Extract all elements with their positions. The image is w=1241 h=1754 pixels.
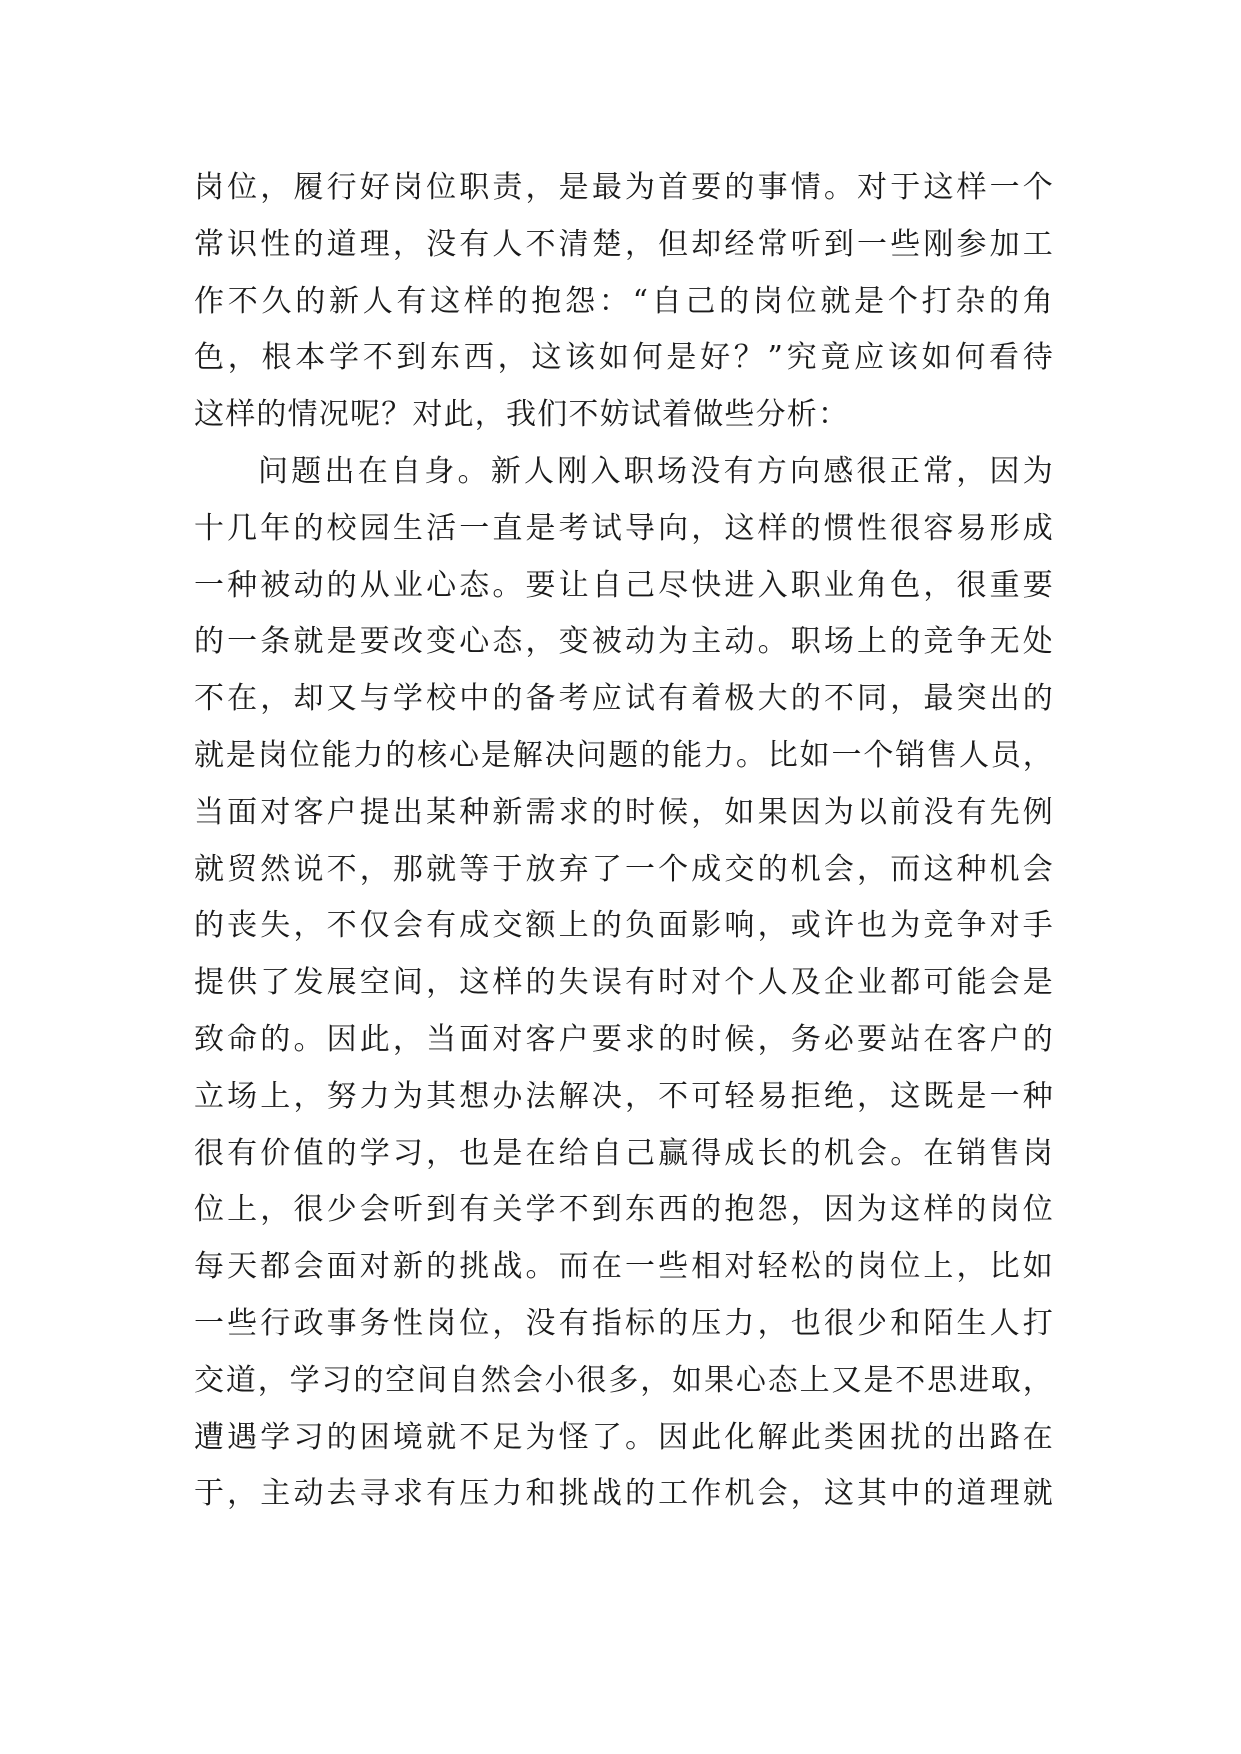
text-line-19: 位上，很少会听到有关学不到东西的抱怨，因为这样的岗位 xyxy=(194,1192,1054,1228)
text-line-10: 不在，却又与学校中的备考应试有着极大的不同，最突出的 xyxy=(194,681,1054,717)
text-line-20: 每天都会面对新的挑战。而在一些相对轻松的岗位上，比如 xyxy=(194,1249,1054,1285)
document-body xyxy=(194,160,1054,1523)
text-line-24: 于，主动去寻求有压力和挑战的工作机会，这其中的道理就 xyxy=(194,1476,1054,1512)
text-line-18: 很有价值的学习，也是在给自己赢得成长的机会。在销售岗 xyxy=(194,1135,1054,1171)
text-line-12: 当面对客户提出某种新需求的时候，如果因为以前没有先例 xyxy=(194,794,1054,830)
text-line-5: 这样的情况呢？对此，我们不妨试着做些分析： xyxy=(194,397,850,433)
text-line-6: 问题出在自身。新人刚入职场没有方向感很正常，因为 xyxy=(258,453,1054,489)
text-line-2: 常识性的道理，没有人不清楚，但却经常听到一些刚参加工 xyxy=(194,226,1054,262)
text-line-15: 提供了发展空间，这样的失误有时对个人及企业都可能会是 xyxy=(194,965,1054,1001)
text-line-17: 立场上，努力为其想办法解决，不可轻易拒绝，这既是一种 xyxy=(194,1078,1054,1114)
text-line-14: 的丧失，不仅会有成交额上的负面影响，或许也为竞争对手 xyxy=(194,908,1054,944)
text-line-8: 一种被动的从业心态。要让自己尽快进入职业角色，很重要 xyxy=(194,567,1054,603)
text-line-13: 就贸然说不，那就等于放弃了一个成交的机会，而这种机会 xyxy=(194,851,1054,887)
text-line-9: 的一条就是要改变心态，变被动为主动。职场上的竞争无处 xyxy=(194,624,1054,660)
text-line-16: 致命的。因此，当面对客户要求的时候，务必要站在客户的 xyxy=(194,1021,1054,1057)
text-line-1: 岗位，履行好岗位职责，是最为首要的事情。对于这样一个 xyxy=(194,170,1054,205)
text-line-4: 色，根本学不到东西，这该如何是好？”究竟应该如何看待 xyxy=(194,340,1054,376)
text-line-21: 一些行政事务性岗位，没有指标的压力，也很少和陌生人打 xyxy=(194,1305,1054,1341)
text-line-11: 就是岗位能力的核心是解决问题的能力。比如一个销售人员， xyxy=(194,737,1054,773)
text-line-23: 遭遇学习的困境就不足为怪了。因此化解此类困扰的出路在 xyxy=(194,1419,1054,1455)
text-line-7: 十几年的校园生活一直是考试导向，这样的惯性很容易形成 xyxy=(194,510,1054,546)
text-line-3: 作不久的新人有这样的抱怨：“自己的岗位就是个打杂的角 xyxy=(194,283,1054,319)
text-line-22: 交道，学习的空间自然会小很多，如果心态上又是不思进取， xyxy=(194,1362,1054,1398)
